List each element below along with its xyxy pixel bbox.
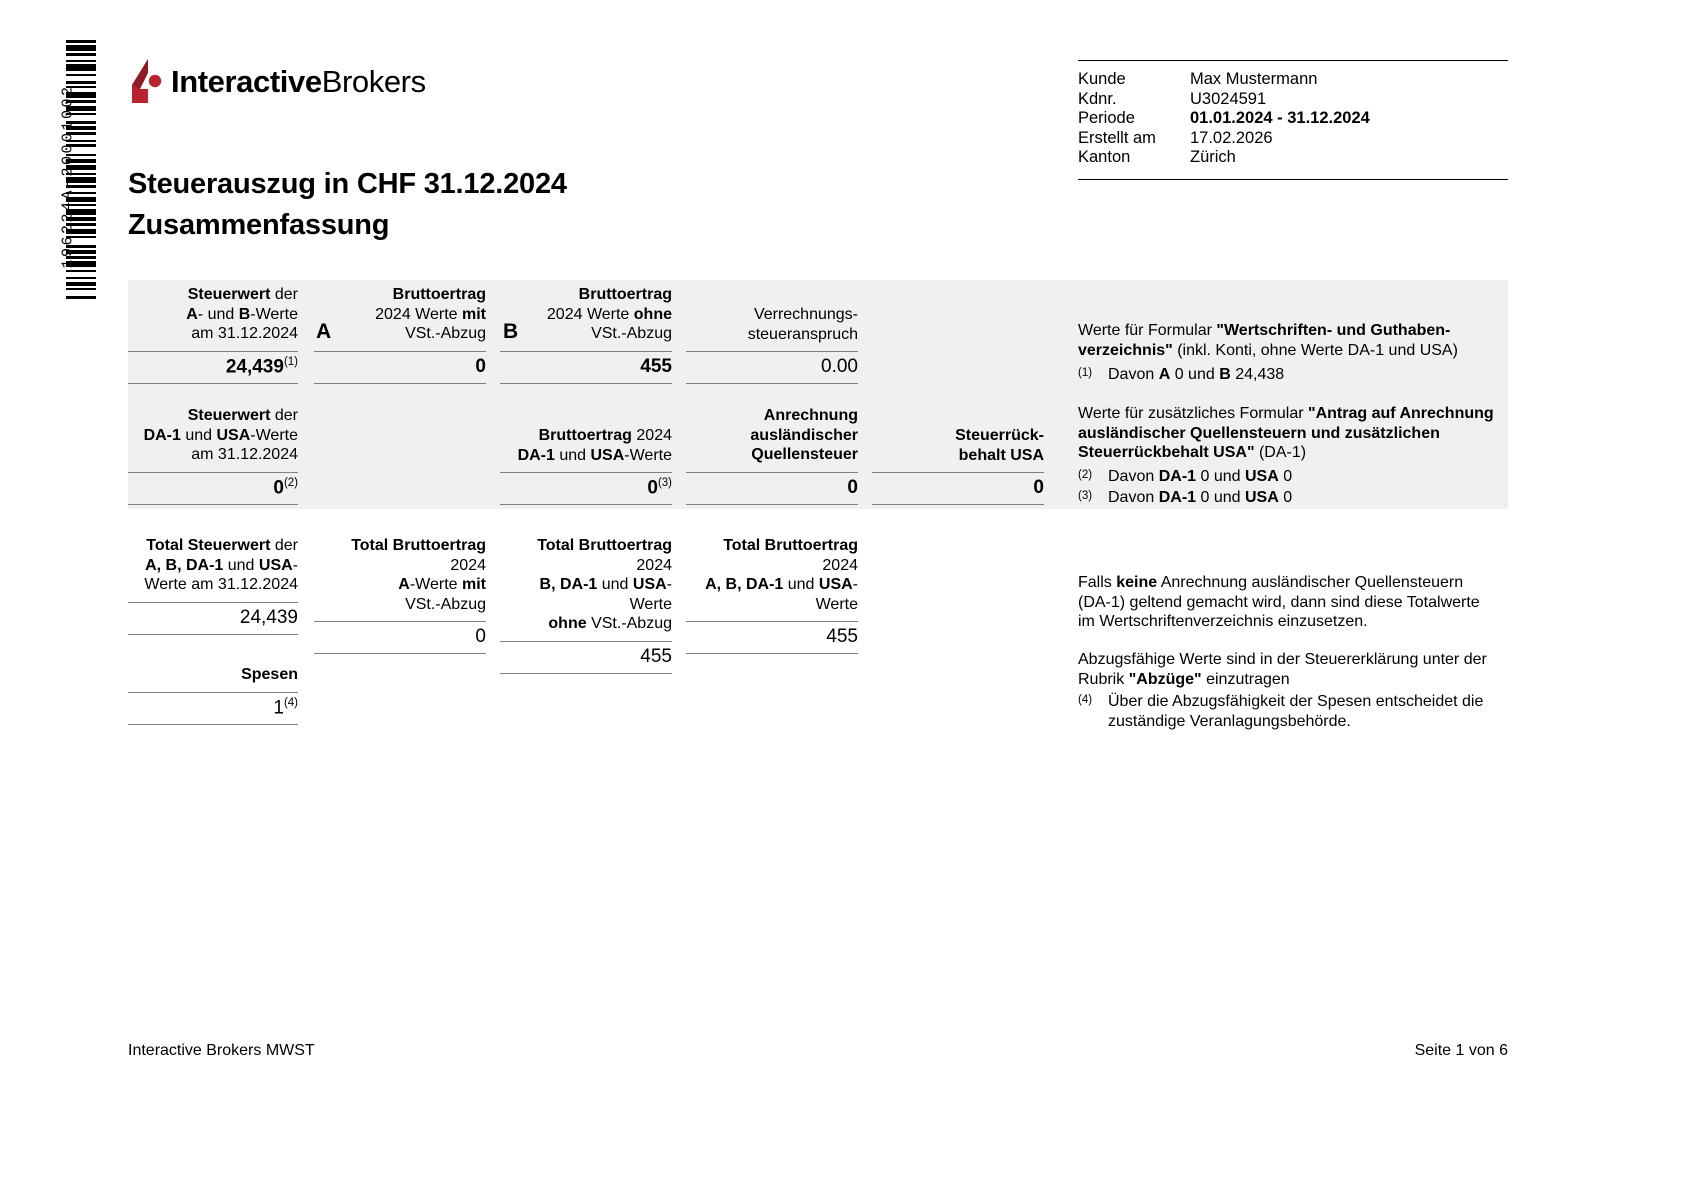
meta-row	[1078, 148, 1370, 168]
meta-value-kdnr: U3024591	[1190, 89, 1267, 108]
head-steuerrueckbehalt: Steuerrück-	[955, 427, 1044, 444]
cell-header	[872, 426, 1044, 465]
meta-value-erstellt-am: 17.02.2026	[1190, 128, 1273, 147]
cell-rule-bottom	[128, 634, 298, 635]
cell-total-bruttoertrag-b-da1-usa	[500, 536, 672, 674]
meta-rule-top	[1078, 60, 1508, 61]
value-footnote-ref: (2)	[283, 476, 298, 489]
cell-rule-bottom	[500, 673, 672, 674]
head-behalt-usa: behalt USA	[958, 446, 1044, 464]
logo-word-bold: Interactive	[171, 63, 322, 99]
footnote-b1: DA-1	[1158, 489, 1197, 506]
cell-rule-bottom	[686, 383, 858, 384]
cell-header	[686, 406, 858, 465]
cell-header	[500, 285, 672, 344]
cell-rule-bottom	[128, 504, 298, 505]
meta-rule-bottom	[1078, 179, 1508, 180]
value-number: 0	[273, 476, 284, 498]
note-antrag-da1	[1078, 404, 1508, 463]
head-jahr-werte: 2024 Werte	[375, 305, 462, 323]
cell-anrechnung-quellensteuer	[686, 406, 858, 505]
logo-wordmark	[171, 63, 426, 99]
cell-header: Steuerwert der DA-1 und USA-Werte am 31.12.2024	[128, 406, 298, 465]
note-bold: "Abzüge"	[1128, 670, 1202, 688]
head-steuerwert-rest: der	[270, 286, 298, 303]
cell-header: Total Bruttoertrag 2024 A, B, DA-1 und USA- Werte	[686, 536, 858, 614]
footnote-text: Über die Abzugsfähigkeit der Spesen entscheidet die zuständige Veranlagungsbehörde.	[1108, 693, 1484, 730]
footnote-marker: (2)	[1078, 469, 1093, 481]
value-steuerrueckbehalt-usa: 0	[1033, 477, 1044, 498]
footnote-text	[1108, 488, 1508, 508]
footnote-b2: USA	[1244, 468, 1279, 485]
value-anrechnung-quellensteuer: 0	[847, 476, 858, 498]
barcode-number: 196224A-20001002	[59, 84, 77, 269]
head-vst-abzug: VSt.-Abzug	[405, 595, 486, 613]
meta-row	[1078, 90, 1370, 110]
head-jahr-werte: 2024 Werte	[546, 305, 634, 323]
customer-meta	[1078, 60, 1508, 180]
cell-bruttoertrag-da1-usa	[500, 426, 672, 505]
cell-header: Total Bruttoertrag 2024 A-Werte mit VSt.-Abzug	[314, 536, 486, 614]
cell-rule-bottom	[128, 383, 298, 384]
value-number: 24,439	[225, 355, 284, 377]
footnote-pre: Davon	[1108, 489, 1159, 506]
footnote-marker: (4)	[1078, 694, 1093, 706]
cell-rule-bottom	[500, 383, 672, 384]
footnote-b1: DA-1	[1158, 468, 1197, 485]
brand-logo	[128, 58, 426, 104]
footnote-2	[1078, 467, 1508, 487]
head-bruttoertrag: Bruttoertrag	[578, 286, 672, 303]
footnote-text	[1108, 467, 1508, 487]
footnote-mid2: 24,438	[1230, 366, 1285, 383]
page-title-line1: Steuerauszug in CHF 31.12.2024	[128, 168, 567, 200]
note-bold: "Antrag auf Anrechnung ausländischer Quellensteuern und zusätzlichen Steuerrückbehalt USA"	[1078, 405, 1494, 461]
cell-steuerwert-da1-usa	[128, 406, 298, 505]
cell-header: Total Steuerwert der A, B, DA-1 und USA- Werte am 31.12.2024	[128, 536, 298, 595]
note-wertschriftenverzeichnis	[1078, 321, 1508, 360]
note-post: (DA-1)	[1254, 444, 1307, 461]
footnote-mid1: 0 und	[1196, 468, 1245, 485]
footnote-mid2: 0	[1278, 489, 1293, 506]
value-total-steuerwert: 24,439	[239, 606, 298, 628]
footnote-marker: (1)	[1078, 367, 1093, 379]
meta-table	[1078, 70, 1370, 168]
cell-spesen	[128, 665, 298, 725]
head-quellensteuer: Quellensteuer	[751, 446, 858, 463]
head-verrechnungs: Verrechnungs-	[753, 306, 858, 323]
cell-total-bruttoertrag-a	[314, 536, 486, 654]
head-steuerwert-date: am 31.12.2024	[191, 325, 298, 342]
footnote-text	[1108, 365, 1508, 385]
head-werte-datum: Werte am 31.12.2024	[144, 576, 298, 593]
value-steuerwert-ab	[128, 352, 298, 383]
footnote-b2: B	[1219, 366, 1231, 383]
cell-rule-bottom	[314, 653, 486, 654]
head-ohne: ohne	[633, 305, 672, 323]
meta-label-erstellt-am: Erstellt am	[1078, 128, 1156, 147]
cell-header	[314, 285, 486, 344]
meta-label-periode: Periode	[1078, 109, 1135, 127]
value-footnote-ref: (3)	[657, 477, 672, 489]
head-steuerwert-bold: Steuerwert	[187, 407, 271, 424]
note-pre: Falls	[1078, 574, 1117, 591]
cell-total-steuerwert	[128, 536, 298, 635]
value-footnote-ref: (4)	[283, 696, 298, 709]
meta-value-periode: 01.01.2024 - 31.12.2024	[1190, 109, 1370, 127]
head-steueranspruch: steueranspruch	[747, 325, 858, 343]
note-pre: Werte für Formular	[1078, 322, 1217, 339]
cell-header: Steuerwert der A- und B-Werte am 31.12.2024	[128, 285, 298, 344]
logo-word-regular: Brokers	[321, 63, 426, 99]
footnote-3	[1078, 488, 1508, 508]
note-post: (inkl. Konti, ohne Werte DA-1 und USA)	[1172, 341, 1458, 359]
ib-logo-icon	[128, 59, 162, 103]
footnote-b1: A	[1158, 366, 1171, 383]
meta-label-kunde: Kunde	[1078, 70, 1126, 88]
note-pre: Abzugsfähige Werte sind in der Steuererklärung unter der Rubrik	[1078, 651, 1487, 688]
head-vst-abzug: VSt.-Abzug	[591, 325, 672, 342]
footnote-mid1: 0 und	[1170, 366, 1220, 383]
head-steuerwert-date: am 31.12.2024	[191, 446, 298, 463]
footnote-marker: (3)	[1078, 490, 1093, 502]
head-vst-abzug: VSt.-Abzug	[405, 325, 486, 342]
head-spesen: Spesen	[241, 666, 298, 683]
value-bruttoertrag-ohne: 455	[640, 355, 672, 377]
meta-row	[1078, 109, 1370, 129]
cell-header	[128, 665, 298, 685]
cell-rule-bottom	[500, 504, 672, 505]
value-total-bruttoertrag-b-da1-usa: 455	[640, 645, 672, 667]
head-werte: Werte	[815, 595, 858, 613]
footer-page-number: Seite 1 von 6	[1414, 1042, 1508, 1059]
head-steuerwert-bold: Steuerwert	[187, 286, 271, 303]
cell-steuerrueckbehalt-usa	[872, 426, 1044, 505]
meta-row	[1078, 70, 1370, 90]
cell-rule-bottom	[872, 504, 1044, 505]
head-bruttoertrag: Bruttoertrag	[392, 286, 486, 303]
note-keine-anrechnung	[1078, 573, 1498, 632]
head-anrechnung: Anrechnung	[763, 407, 858, 424]
footnote-mid1: 0 und	[1196, 489, 1245, 506]
cell-rule-bottom	[686, 653, 858, 654]
meta-label-kdnr: Kdnr.	[1078, 89, 1117, 108]
cell-header: Bruttoertrag 2024 DA-1 und USA-Werte	[517, 427, 672, 464]
value-spesen	[128, 693, 298, 724]
footnote-b2: USA	[1244, 489, 1279, 506]
barcode	[20, 40, 90, 370]
value-footnote-ref: (1)	[283, 355, 298, 368]
cell-total-bruttoertrag-all	[686, 536, 858, 654]
footer-left: Interactive Brokers MWST	[128, 1042, 315, 1059]
cell-header	[686, 305, 858, 344]
note-abzuege	[1078, 650, 1498, 689]
value-steuerwert-da1-usa	[128, 473, 298, 504]
meta-value-kunde: Max Mustermann	[1190, 70, 1318, 88]
footnote-4	[1078, 692, 1498, 731]
marker-a: A	[316, 320, 332, 343]
value-number: 1	[273, 696, 284, 718]
note-bold: keine	[1116, 574, 1158, 591]
cell-rule-bottom	[314, 383, 486, 384]
footnote-pre: Davon	[1108, 366, 1159, 383]
page-title-line2: Zusammenfassung	[128, 209, 390, 241]
cell-bruttoertrag-ohne	[500, 285, 672, 384]
cell-bruttoertrag-mit	[314, 285, 486, 384]
value-bruttoertrag-mit: 0	[475, 355, 486, 377]
value-total-bruttoertrag-all: 455	[826, 626, 858, 647]
footnote-mid2: 0	[1278, 468, 1293, 485]
cell-rule-bottom	[128, 724, 298, 725]
value-total-bruttoertrag-a: 0	[475, 626, 486, 647]
meta-row	[1078, 129, 1370, 149]
cell-header: Total Bruttoertrag 2024 B, DA-1 und USA-Werte ohne VSt.-Abzug	[537, 537, 672, 632]
meta-label-kanton: Kanton	[1078, 148, 1131, 166]
meta-value-kanton: Zürich	[1190, 148, 1236, 166]
value-number: 0	[647, 477, 658, 499]
head-auslaendischer: ausländischer	[750, 426, 858, 444]
note-bold: "Wertschriften- und Guthaben-verzeichnis"	[1078, 322, 1451, 359]
footnote-pre: Davon	[1108, 468, 1159, 485]
note-post: einzutragen	[1201, 670, 1290, 688]
head-mit: mit	[462, 305, 486, 323]
value-bruttoertrag-da1-usa	[500, 473, 672, 504]
cell-verrechnungssteueranspruch	[686, 305, 858, 384]
marker-b: B	[503, 320, 519, 343]
cell-rule-bottom	[686, 504, 858, 505]
footnote-1	[1078, 365, 1508, 385]
page-title	[128, 164, 567, 246]
value-verrechnungssteueranspruch: 0.00	[821, 356, 858, 377]
cell-steuerwert-ab	[128, 285, 298, 384]
head-steuerwert-rest: der	[270, 407, 298, 424]
note-post: Anrechnung ausländischer Quellensteuern (DA-1) geltend gemacht wird, dann sind diese Totalwerte im Wertschriftenverzeichnis einzusetzen.	[1078, 574, 1480, 630]
note-pre: Werte für zusätzliches Formular	[1078, 405, 1308, 422]
